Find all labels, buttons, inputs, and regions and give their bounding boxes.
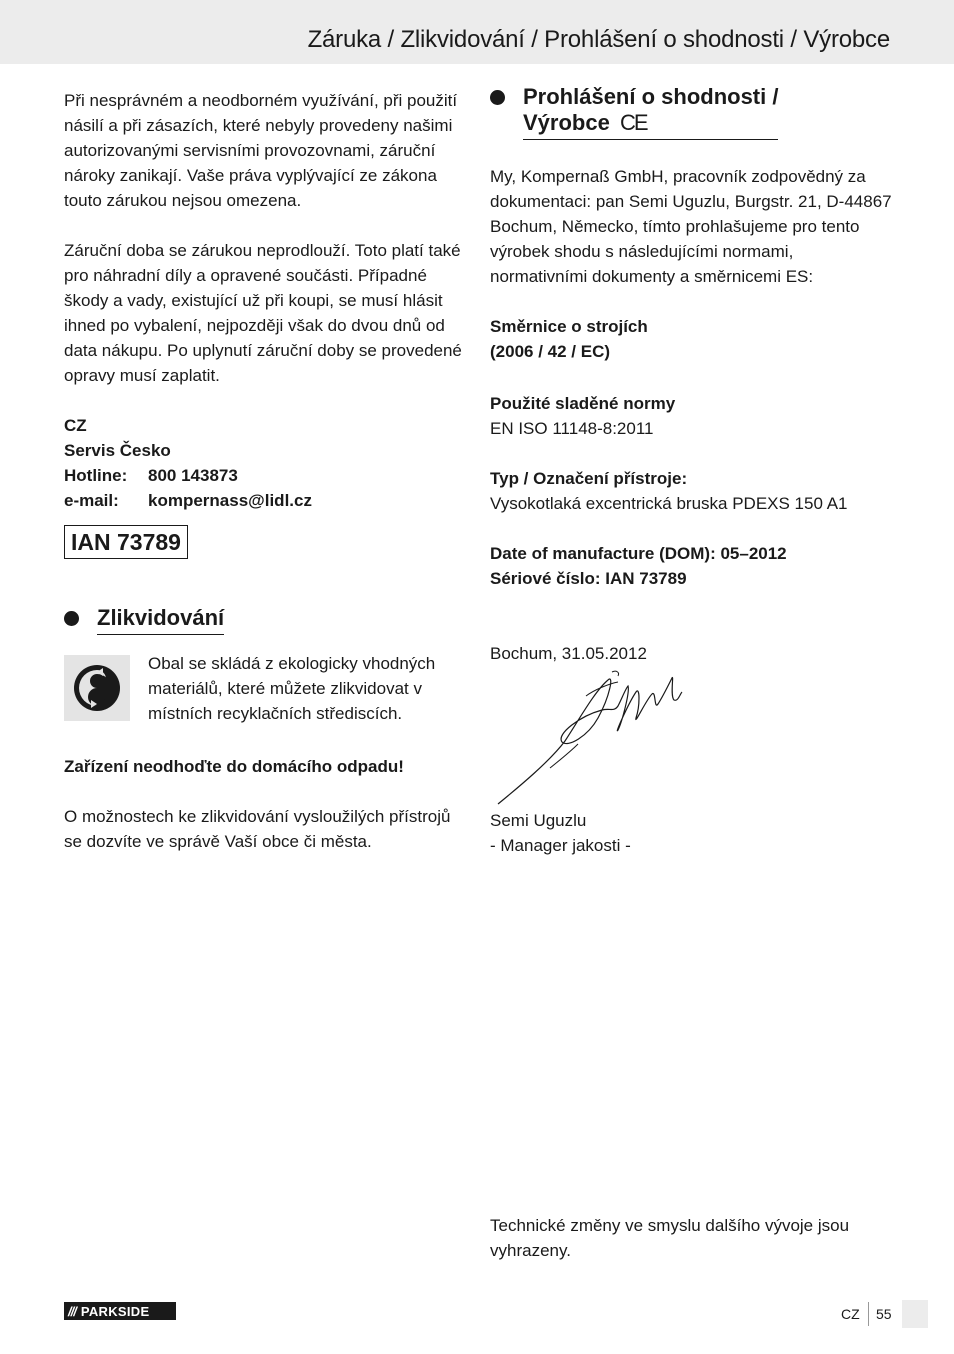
logo-slashes: /// bbox=[68, 1303, 76, 1319]
disposal-heading-text: Zlikvidování bbox=[97, 605, 224, 635]
disposal-warning: Zařízení neodhoďte do domácího odpadu! bbox=[64, 757, 404, 776]
service-name: Servis Česko bbox=[64, 441, 171, 460]
technical-note: Technické změny ve smyslu dalšího vývoje jsou vyhrazeny. bbox=[490, 1216, 850, 1260]
signatory-name: Semi Uguzlu bbox=[490, 811, 587, 830]
recycling-block bbox=[64, 651, 466, 726]
declaration-heading-line2: Výrobce bbox=[523, 110, 610, 135]
service-country: CZ bbox=[64, 416, 87, 435]
disposal-info: O možnostech ke zlikvidování vysloužilých přístrojů se dozvíte ve správě Vaší obce či města. bbox=[64, 807, 451, 851]
page-tab bbox=[902, 1300, 928, 1328]
header-bar bbox=[0, 0, 954, 64]
email-value: kompernass@lidl.cz bbox=[148, 491, 312, 510]
warranty-paragraph-1: Při nesprávném a neodborném využívání, při použití násilí a při zásazích, které nebyly provedeny našimi autorizovanými servisními provozovnami, záruční nároky zanikají. Vaše práva vyplývající ze zákona touto zárukou nejsou omezena. bbox=[64, 91, 458, 210]
email-label: e-mail: bbox=[64, 491, 119, 510]
disposal-heading bbox=[64, 605, 466, 635]
place-date: Bochum, 31.05.2012 bbox=[490, 644, 647, 663]
footer-language: CZ bbox=[841, 1306, 860, 1322]
bullet-icon bbox=[64, 611, 79, 626]
packaging-text: Obal se skládá z ekologicky vhodných materiálů, které můžete zlikvidovat v místních recyklačních středisc​ích. bbox=[148, 654, 436, 723]
declaration-heading-line1: Prohlášení o shodnosti / bbox=[523, 84, 779, 109]
ian-box: IAN 73789 bbox=[64, 525, 188, 559]
signature-image bbox=[490, 666, 690, 808]
parkside-logo bbox=[64, 1302, 176, 1320]
declaration-heading bbox=[490, 84, 894, 140]
ce-mark-icon: CE bbox=[619, 110, 647, 135]
page-title: Záruka / Zlikvidování / Prohlášení o shodnosti / Výrobce bbox=[307, 26, 890, 53]
type-value: Vysokotlaká excentrická bruska PDEXS 150 A1 bbox=[490, 494, 848, 513]
type-label: Typ / Označení přístroje: bbox=[490, 469, 688, 488]
hotline-value: 800 143873 bbox=[148, 466, 238, 485]
footer-divider bbox=[868, 1302, 869, 1326]
dom-line: Date of manufacture (DOM): 05–2012 bbox=[490, 544, 787, 563]
standards-label: Použité sladěné normy bbox=[490, 394, 676, 413]
directive-line1: Směrnice o strojích bbox=[490, 317, 648, 336]
bullet-icon bbox=[490, 90, 505, 105]
right-column bbox=[490, 84, 894, 858]
serial-line: Sériové číslo: IAN 73789 bbox=[490, 569, 687, 588]
hotline-label: Hotline: bbox=[64, 466, 128, 485]
service-contact bbox=[64, 413, 466, 513]
declaration-heading-text bbox=[523, 84, 778, 140]
directive-line2: (2006 / 42 / EC) bbox=[490, 342, 611, 361]
service-hotline-row bbox=[64, 463, 466, 488]
page-number: 55 bbox=[876, 1306, 892, 1322]
declaration-intro: My, Kompernaß GmbH, pracovník zodpovědný za dokumentaci: pan Semi Uguzlu, Burgstr. 21, D-44867 Bochum, Německo, tímto prohlašujeme pro tento výrobek shodu s následujícími normami, normativními dokumenty a směrnicemi ES: bbox=[490, 167, 892, 286]
logo-text: PARKSIDE bbox=[80, 1303, 150, 1319]
green-dot-recycling-icon bbox=[64, 655, 130, 721]
signatory-role: - Manager jakosti - bbox=[490, 836, 631, 855]
left-column bbox=[64, 88, 466, 854]
service-email-row bbox=[64, 488, 466, 513]
standards-value: EN ISO 11148-8:2011 bbox=[490, 419, 654, 438]
warranty-paragraph-2: Záruční doba se zárukou neprodlouží. Toto platí také pro náhradní díly a opravené součásti. Případné škody a vady, existující už při koupi, se musí hlásit ihned po vybalení, nejpozději však do dvou dnů od data nákupu. Po uplynutí záruční doby se provedené opravy musí zaplatit. bbox=[64, 241, 462, 385]
